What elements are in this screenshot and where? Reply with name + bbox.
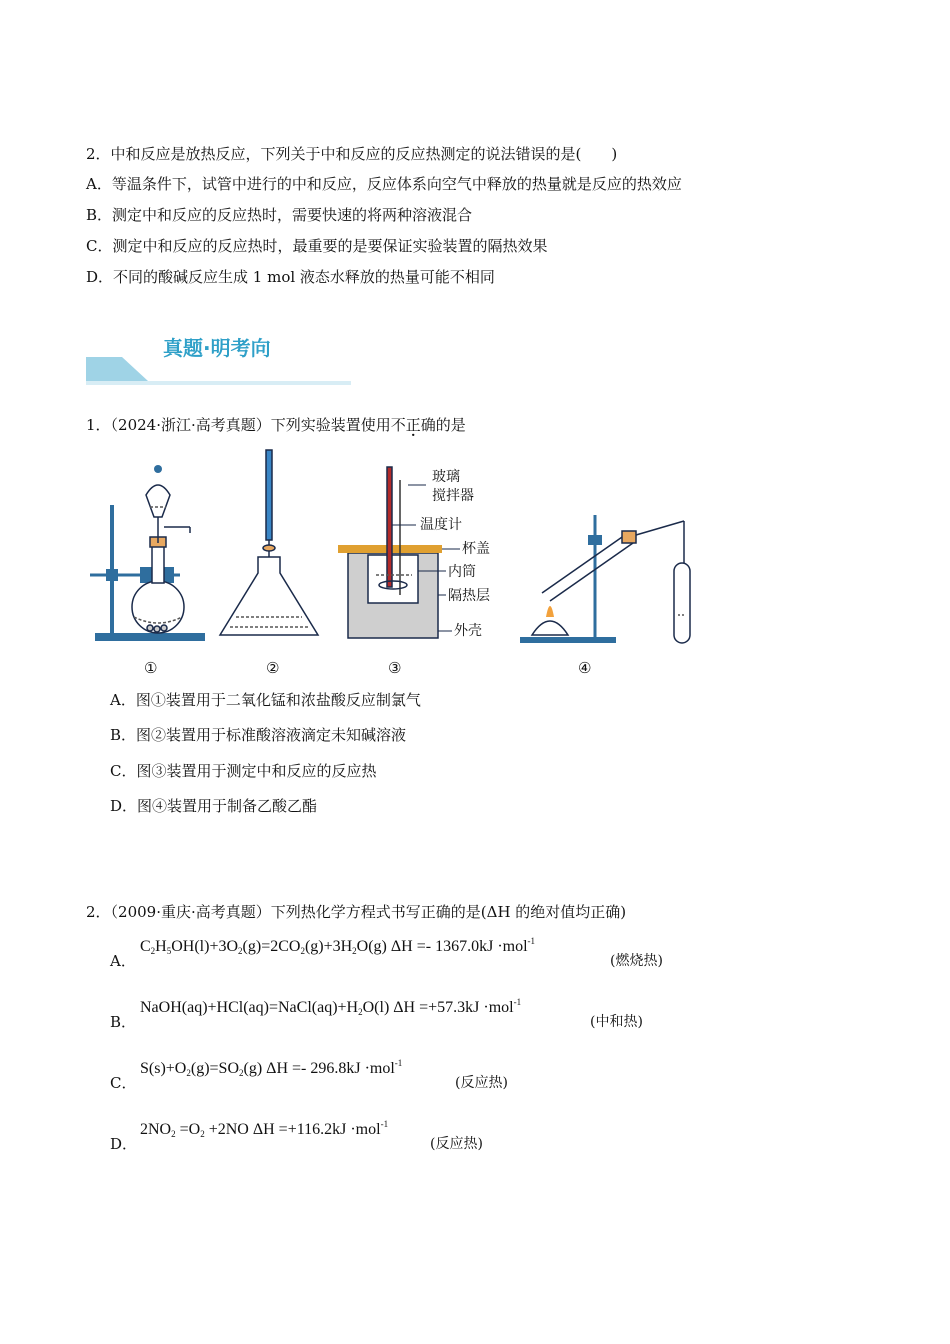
figure-label-4: ④ <box>578 659 592 677</box>
q2-option-b-equation: $NaOH(aq)+HCl(aq)=NaCl(aq)+H_2O(l)$ ΔH =+57.3kJ ·mol$^{-1}$ <box>140 997 522 1017</box>
section-header-decoration <box>86 357 351 387</box>
fig3-label-glass: 玻璃 <box>432 469 460 485</box>
q2-top-option-b: B．测定中和反应的反应热时，需要快速的将两种溶液混合 <box>86 206 473 224</box>
q1-stem <box>86 415 466 435</box>
apparatus-3 <box>338 467 442 638</box>
q2-stem <box>86 902 626 922</box>
q2-option-d-letter: D． <box>110 1135 138 1153</box>
q1-stem-emphasis: 不正确 <box>390 416 436 434</box>
q2-option-d-tag: (反应热) <box>430 1136 483 1152</box>
section-title: 真题·明考向 <box>163 336 271 360</box>
q1-option-c: C．图③装置用于测定中和反应的反应热 <box>110 762 377 780</box>
q1-option-a: A．图①装置用于二氧化锰和浓盐酸反应制氯气 <box>110 691 421 709</box>
q2-option-a-tag: (燃烧热) <box>610 953 663 969</box>
figure-label-1: ① <box>144 659 158 677</box>
q2-option-a-letter: A． <box>110 952 136 970</box>
q1-option-d: D．图④装置用于制备乙酸乙酯 <box>110 797 318 815</box>
q1-apparatus-figure <box>80 445 700 677</box>
fig3-label-lid: 杯盖 <box>462 541 490 557</box>
q2-option-b-letter: B． <box>110 1013 137 1031</box>
q2-top-option-c: C．测定中和反应的反应热时，最重要的是要保证实验装置的隔热效果 <box>86 237 548 255</box>
fig3-label-insulation: 隔热层 <box>448 588 490 604</box>
apparatus-4 <box>520 515 690 643</box>
figure-label-3: ③ <box>388 659 402 677</box>
q2-top-option-d: D．不同的酸碱反应生成 1 mol 液态水释放的热量可能不相同 <box>86 268 495 286</box>
q2-option-b-tag: (中和热) <box>590 1014 643 1030</box>
q2-stem-post: 的绝对值均正确) <box>510 903 627 921</box>
fig3-label-stirrer: 搅拌器 <box>432 488 474 504</box>
fig3-label-inner: 内筒 <box>448 564 476 580</box>
q2-option-a-equation: $C_2H_5OH(l)+3O_2(g)=2CO_2(g)+3H_2O(g) \Delta H =- 1367.0kJ \cdot mol^{-1}$ <box>140 936 536 956</box>
q2-top-stem: 2．中和反应是放热反应，下列关于中和反应的反应热测定的说法错误的是( ) <box>86 145 618 163</box>
q2-option-c-tag: (反应热) <box>455 1075 508 1091</box>
q2-option-c-letter: C． <box>110 1074 137 1092</box>
apparatus-1 <box>90 465 205 641</box>
apparatus-2 <box>220 450 318 635</box>
q2-top-option-a: A．等温条件下，试管中进行的中和反应，反应体系向空气中释放的热量就是反应的热效应 <box>86 175 682 193</box>
q2-option-c-equation: $S(s)+O_2(g)=SO_2(g) \Delta H =- 296.8kJ \cdot mol^{-1}$ <box>140 1058 403 1078</box>
fig3-label-shell: 外壳 <box>454 623 482 639</box>
q2-stem-dh: ΔH <box>486 903 511 921</box>
q1-stem-suffix: 的是 <box>435 416 466 434</box>
figure-label-2: ② <box>266 659 280 677</box>
q2-option-d-equation: $2NO_2 =O_2 +2NO$ ΔH =+116.2kJ ·mol$^{-1}$ <box>140 1119 389 1139</box>
q1-stem-prefix: 1．（2024·浙江·高考真题）下列实验装置使用 <box>86 416 391 434</box>
q1-option-b: B．图②装置用于标准酸溶液滴定未知碱溶液 <box>110 726 407 744</box>
fig3-label-thermometer: 温度计 <box>420 517 462 533</box>
q2-stem-pre: 2．（2009·重庆·高考真题）下列热化学方程式书写正确的是( <box>86 903 487 921</box>
